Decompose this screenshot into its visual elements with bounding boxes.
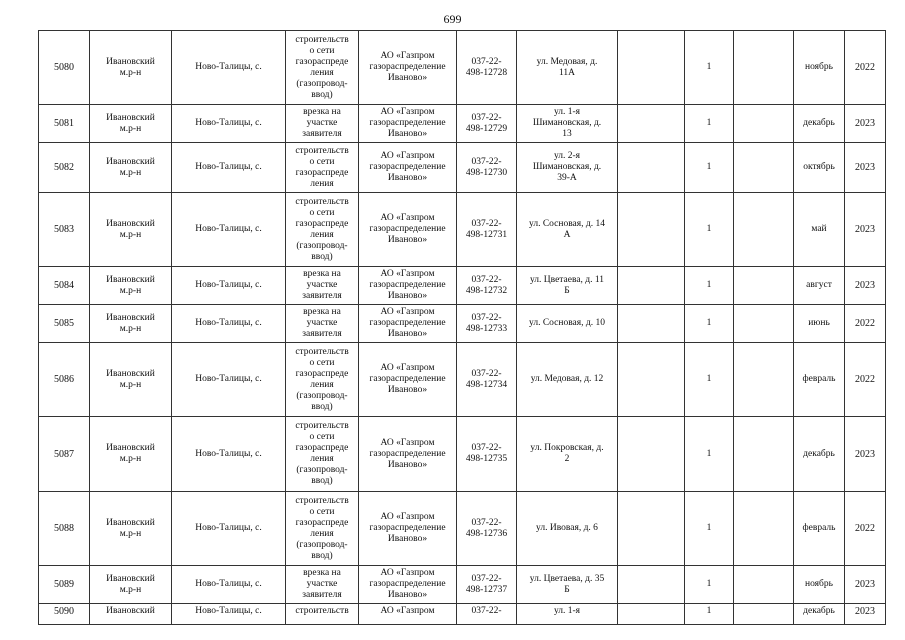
address-cell: ул. Цветаева, д. 11 Б	[517, 267, 618, 305]
locality-cell: Ново-Талицы, с.	[172, 267, 286, 305]
address-cell: ул. 1-я Шимановская, д. 13	[517, 105, 618, 143]
table-row	[39, 31, 886, 105]
month-cell: ноябрь	[794, 31, 845, 105]
quantity-cell: 1	[685, 492, 734, 566]
empty-cell	[618, 343, 685, 417]
locality-cell: Ново-Талицы, с.	[172, 143, 286, 193]
quantity-cell: 1	[685, 143, 734, 193]
empty-cell	[734, 143, 794, 193]
quantity-cell: 1	[685, 343, 734, 417]
table-body	[39, 31, 886, 625]
empty-cell	[618, 417, 685, 492]
organization-cell: АО «Газпром газораспределение Иваново»	[359, 566, 457, 604]
address-cell: ул. Медовая, д. 11А	[517, 31, 618, 105]
table-row	[39, 193, 886, 267]
year-cell: 2023	[845, 193, 886, 267]
organization-cell: АО «Газпром газораспределение Иваново»	[359, 143, 457, 193]
work-type-cell: строительств о сети газораспреде ления (газопровод- ввод)	[286, 343, 359, 417]
row-number-cell: 5086	[39, 343, 90, 417]
empty-cell	[734, 267, 794, 305]
contract-number-cell: 037-22- 498-12733	[457, 305, 517, 343]
district-cell: Ивановский м.р-н	[90, 31, 172, 105]
year-cell: 2023	[845, 267, 886, 305]
address-cell: ул. Сосновая, д. 14 А	[517, 193, 618, 267]
table-row	[39, 305, 886, 343]
quantity-cell: 1	[685, 566, 734, 604]
contract-number-cell: 037-22- 498-12737	[457, 566, 517, 604]
empty-cell	[618, 193, 685, 267]
month-cell: май	[794, 193, 845, 267]
empty-cell	[618, 143, 685, 193]
quantity-cell: 1	[685, 31, 734, 105]
row-number-cell: 5087	[39, 417, 90, 492]
locality-cell: Ново-Талицы, с.	[172, 417, 286, 492]
year-cell: 2022	[845, 31, 886, 105]
empty-cell	[734, 305, 794, 343]
district-cell: Ивановский м.р-н	[90, 105, 172, 143]
work-type-cell: строительств	[286, 604, 359, 625]
row-number-cell: 5088	[39, 492, 90, 566]
table-row	[39, 143, 886, 193]
organization-cell: АО «Газпром	[359, 604, 457, 625]
locality-cell: Ново-Талицы, с.	[172, 343, 286, 417]
year-cell: 2022	[845, 492, 886, 566]
contract-number-cell: 037-22- 498-12731	[457, 193, 517, 267]
district-cell: Ивановский м.р-н	[90, 343, 172, 417]
address-cell: ул. Сосновая, д. 10	[517, 305, 618, 343]
table-row	[39, 105, 886, 143]
year-cell: 2022	[845, 305, 886, 343]
quantity-cell: 1	[685, 105, 734, 143]
organization-cell: АО «Газпром газораспределение Иваново»	[359, 31, 457, 105]
row-number-cell: 5090	[39, 604, 90, 625]
quantity-cell: 1	[685, 417, 734, 492]
quantity-cell: 1	[685, 604, 734, 625]
contract-number-cell: 037-22- 498-12728	[457, 31, 517, 105]
work-type-cell: строительств о сети газораспреде ления	[286, 143, 359, 193]
organization-cell: АО «Газпром газораспределение Иваново»	[359, 305, 457, 343]
table-row	[39, 343, 886, 417]
work-type-cell: врезка на участке заявителя	[286, 566, 359, 604]
year-cell: 2023	[845, 105, 886, 143]
work-type-cell: врезка на участке заявителя	[286, 105, 359, 143]
year-cell: 2022	[845, 343, 886, 417]
empty-cell	[618, 105, 685, 143]
table-row	[39, 417, 886, 492]
address-cell: ул. Медовая, д. 12	[517, 343, 618, 417]
district-cell: Ивановский м.р-н	[90, 267, 172, 305]
table-row	[39, 566, 886, 604]
work-type-cell: строительств о сети газораспреде ления (газопровод- ввод)	[286, 417, 359, 492]
quantity-cell: 1	[685, 193, 734, 267]
organization-cell: АО «Газпром газораспределение Иваново»	[359, 193, 457, 267]
locality-cell: Ново-Талицы, с.	[172, 566, 286, 604]
work-type-cell: врезка на участке заявителя	[286, 267, 359, 305]
address-cell: ул. Цветаева, д. 35 Б	[517, 566, 618, 604]
contract-number-cell: 037-22- 498-12730	[457, 143, 517, 193]
empty-cell	[618, 267, 685, 305]
district-cell: Ивановский м.р-н	[90, 193, 172, 267]
address-cell: ул. Покровская, д. 2	[517, 417, 618, 492]
row-number-cell: 5083	[39, 193, 90, 267]
empty-cell	[734, 604, 794, 625]
locality-cell: Ново-Талицы, с.	[172, 31, 286, 105]
month-cell: декабрь	[794, 105, 845, 143]
district-cell: Ивановский м.р-н	[90, 305, 172, 343]
quantity-cell: 1	[685, 267, 734, 305]
empty-cell	[734, 193, 794, 267]
organization-cell: АО «Газпром газораспределение Иваново»	[359, 492, 457, 566]
table-row	[39, 267, 886, 305]
address-cell: ул. 2-я Шимановская, д. 39-А	[517, 143, 618, 193]
month-cell: февраль	[794, 492, 845, 566]
year-cell: 2023	[845, 604, 886, 625]
month-cell: декабрь	[794, 417, 845, 492]
work-type-cell: врезка на участке заявителя	[286, 305, 359, 343]
row-number-cell: 5080	[39, 31, 90, 105]
organization-cell: АО «Газпром газораспределение Иваново»	[359, 343, 457, 417]
table-row	[39, 604, 886, 625]
row-number-cell: 5085	[39, 305, 90, 343]
gas-connection-table	[38, 30, 886, 625]
organization-cell: АО «Газпром газораспределение Иваново»	[359, 105, 457, 143]
row-number-cell: 5082	[39, 143, 90, 193]
contract-number-cell: 037-22- 498-12732	[457, 267, 517, 305]
district-cell: Ивановский м.р-н	[90, 492, 172, 566]
locality-cell: Ново-Талицы, с.	[172, 305, 286, 343]
month-cell: август	[794, 267, 845, 305]
work-type-cell: строительств о сети газораспреде ления (газопровод- ввод)	[286, 492, 359, 566]
row-number-cell: 5084	[39, 267, 90, 305]
row-number-cell: 5089	[39, 566, 90, 604]
year-cell: 2023	[845, 566, 886, 604]
page-number: 699	[443, 12, 462, 26]
year-cell: 2023	[845, 417, 886, 492]
empty-cell	[734, 417, 794, 492]
empty-cell	[734, 343, 794, 417]
locality-cell: Ново-Талицы, с.	[172, 193, 286, 267]
contract-number-cell: 037-22- 498-12736	[457, 492, 517, 566]
locality-cell: Ново-Талицы, с.	[172, 105, 286, 143]
district-cell: Ивановский	[90, 604, 172, 625]
district-cell: Ивановский м.р-н	[90, 417, 172, 492]
empty-cell	[618, 566, 685, 604]
month-cell: октябрь	[794, 143, 845, 193]
address-cell: ул. 1-я	[517, 604, 618, 625]
month-cell: февраль	[794, 343, 845, 417]
empty-cell	[734, 105, 794, 143]
empty-cell	[618, 31, 685, 105]
year-cell: 2023	[845, 143, 886, 193]
empty-cell	[734, 492, 794, 566]
contract-number-cell: 037-22- 498-12735	[457, 417, 517, 492]
empty-cell	[618, 305, 685, 343]
contract-number-cell: 037-22- 498-12729	[457, 105, 517, 143]
quantity-cell: 1	[685, 305, 734, 343]
contract-number-cell: 037-22- 498-12734	[457, 343, 517, 417]
empty-cell	[734, 31, 794, 105]
locality-cell: Ново-Талицы, с.	[172, 492, 286, 566]
month-cell: декабрь	[794, 604, 845, 625]
empty-cell	[618, 604, 685, 625]
table-row	[39, 492, 886, 566]
row-number-cell: 5081	[39, 105, 90, 143]
locality-cell: Ново-Талицы, с.	[172, 604, 286, 625]
month-cell: июнь	[794, 305, 845, 343]
organization-cell: АО «Газпром газораспределение Иваново»	[359, 267, 457, 305]
address-cell: ул. Ивовая, д. 6	[517, 492, 618, 566]
work-type-cell: строительств о сети газораспреде ления (газопровод- ввод)	[286, 193, 359, 267]
district-cell: Ивановский м.р-н	[90, 566, 172, 604]
organization-cell: АО «Газпром газораспределение Иваново»	[359, 417, 457, 492]
contract-number-cell: 037-22-	[457, 604, 517, 625]
empty-cell	[618, 492, 685, 566]
empty-cell	[734, 566, 794, 604]
month-cell: ноябрь	[794, 566, 845, 604]
district-cell: Ивановский м.р-н	[90, 143, 172, 193]
work-type-cell: строительств о сети газораспреде ления (газопровод- ввод)	[286, 31, 359, 105]
